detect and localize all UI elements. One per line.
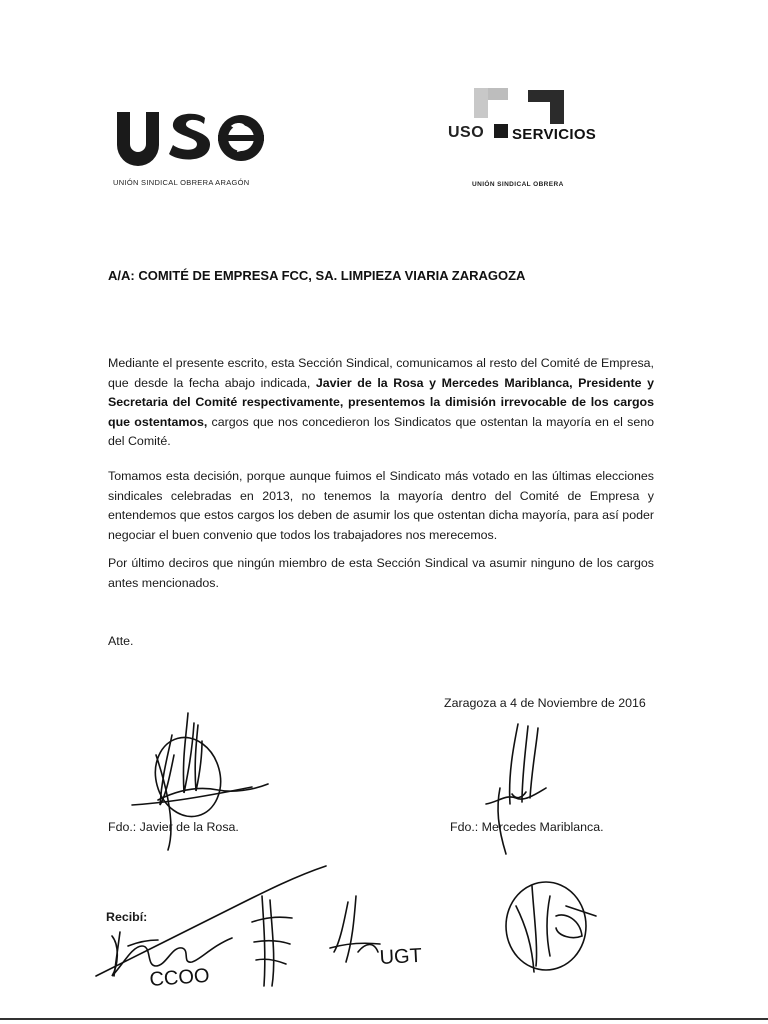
uso-servicios-text: SERVICIOS <box>512 126 597 143</box>
paragraph-1-text-a: Mediante el presente escrito, esta Sección Sindical, comunicamos al resto del Comité de Empresa, que desde la fecha abajo indicada, <box>108 356 654 390</box>
signature-third <box>248 892 298 992</box>
signatory-2-name: Fdo.: Mercedes Mariblanca. <box>450 820 604 834</box>
letter-date: Zaragoza a 4 de Noviembre de 2016 <box>444 696 646 710</box>
signatory-1-name: Fdo.: Javier de la Rosa. <box>108 820 239 834</box>
scan-bottom-edge <box>0 1018 768 1020</box>
letter-addressee: A/A: COMITÉ DE EMPRESA FCC, SA. LIMPIEZA VIARIA ZARAGOZA <box>108 268 526 283</box>
received-label: Recibí: <box>106 910 148 924</box>
paragraph-1 <box>108 354 654 452</box>
paragraph-2: Tomamos esta decisión, porque aunque fuimos el Sindicato más votado en las últimas elecciones sindicales celebradas en 2013, no tenemos la mayoría dentro del Comité de Empresa y entendemos que estos cargos los deben de asumir los que ostentan dicha mayoría, para así poder negociar el buen convenio que todos los trabajadores nos merecemos. <box>108 469 654 542</box>
paragraph-1-bold: Javier de la Rosa y Mercedes Mariblanca, Presidente y Secretaria del Comité respectivamente, presentemos la dimisión irrevocable de los cargos que ostentamos, <box>108 375 654 429</box>
paragraph-1-text-b: cargos que nos concedieron los Sindicatos que ostentan la mayoría en el seno del Comité. <box>108 414 654 448</box>
closing: Atte. <box>108 634 134 648</box>
signature-ugt <box>328 892 448 982</box>
uso-aragon-subtitle: UNIÓN SINDICAL OBRERA ARAGÓN <box>113 178 250 187</box>
uso-servicios-emblem <box>448 88 628 158</box>
signature-fourth <box>496 876 606 986</box>
signature-mercedes <box>478 718 568 858</box>
ugt-handwritten-mark: UGT <box>379 944 423 969</box>
ccoo-handwritten-mark: CCOO <box>148 964 211 991</box>
uso-aragon-logo <box>113 108 283 168</box>
uso-servicios-subtitle: UNIÓN SINDICAL OBRERA <box>472 181 564 188</box>
paragraph-3: Por último deciros que ningún miembro de esta Sección Sindical va asumir ninguno de los cargos antes mencionados. <box>108 556 654 590</box>
uso-servicios-uso-text: USO <box>448 124 485 141</box>
